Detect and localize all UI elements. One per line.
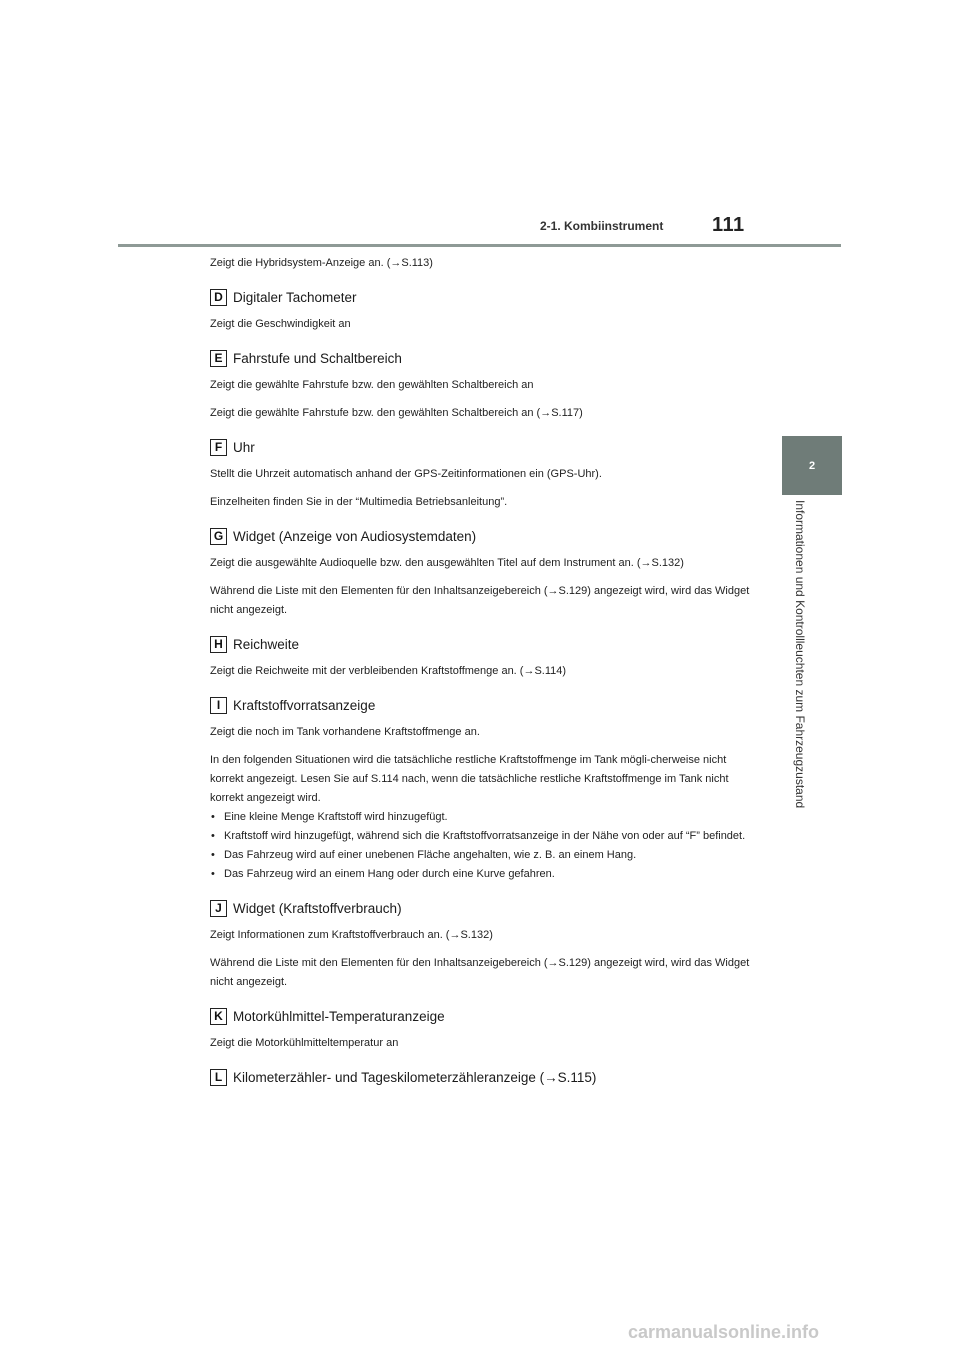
paragraph-j-1: Zeigt Informationen zum Kraftstoffverbrauch an. (→S.132): [210, 929, 493, 941]
item-badge-h: H: [210, 636, 227, 653]
section-heading-j: [210, 898, 750, 918]
paragraph-i-2: In den folgenden Situationen wird die tatsächliche restliche Kraftstoffmenge im Tank mögli-cherweise nicht korrekt angezeigt. Lesen Sie auf S.114 nach, wenn die tatsächliche restliche Kraftstoffmenge im Tank nicht korrekt angezeigt wird.: [210, 754, 729, 804]
paragraph-j-2: Während die Liste mit den Elementen für den Inhaltsanzeigebereich (→S.129) angezeigt wird, wird das Widget nicht angezeigt.: [210, 957, 750, 988]
section-title-l: Kilometerzähler- und Tageskilometerzähleranzeige (→S.115): [233, 1069, 597, 1085]
bullet-list-i: [210, 808, 750, 884]
section-heading-i: [210, 695, 750, 715]
item-badge-j: J: [210, 900, 227, 917]
paragraph-g-2: Während die Liste mit den Elementen für den Inhaltsanzeigebereich (→S.129) angezeigt wird, wird das Widget nicht angezeigt.: [210, 585, 750, 616]
paragraph-e-2: Zeigt die gewählte Fahrstufe bzw. den gewählten Schaltbereich an (→S.117): [210, 407, 583, 419]
section-title-i: Kraftstoffvorratsanzeige: [233, 697, 376, 713]
section-title-k: Motorkühlmittel-Temperaturanzeige: [233, 1008, 445, 1024]
section-heading-f: [210, 437, 750, 457]
item-badge-d: D: [210, 289, 227, 306]
section-title-j: Widget (Kraftstoffverbrauch): [233, 900, 402, 916]
item-badge-g: G: [210, 528, 227, 545]
item-badge-l: L: [210, 1069, 227, 1086]
section-title-f: Uhr: [233, 439, 255, 455]
section-heading-l: [210, 1067, 750, 1087]
intro-paragraph: Zeigt die Hybridsystem-Anzeige an. (→S.113): [210, 257, 433, 269]
paragraph-g-1: Zeigt die ausgewählte Audioquelle bzw. den ausgewählten Titel auf dem Instrument an. (→S.132): [210, 557, 684, 569]
chapter-tab: [782, 436, 842, 495]
paragraph-i-1: Zeigt die noch im Tank vorhandene Kraftstoffmenge an.: [210, 726, 480, 738]
item-badge-k: K: [210, 1008, 227, 1025]
list-item: • Das Fahrzeug wird auf einer unebenen Fläche angehalten, wie z. B. an einem Hang.: [210, 846, 750, 865]
section-heading-g: [210, 526, 750, 546]
item-badge-e: E: [210, 350, 227, 367]
section-heading-k: [210, 1006, 750, 1026]
watermark: carmanualsonline.info: [628, 1322, 820, 1342]
section-header-title: 2-1. Kombiinstrument: [540, 219, 664, 233]
list-item: • Eine kleine Menge Kraftstoff wird hinzugefügt.: [210, 808, 750, 827]
paragraph-f-1: Stellt die Uhrzeit automatisch anhand der GPS-Zeitinformationen ein (GPS-Uhr).: [210, 468, 602, 480]
paragraph-e-1: Zeigt die gewählte Fahrstufe bzw. den gewählten Schaltbereich an: [210, 379, 534, 391]
paragraph-k-1: Zeigt die Motorkühlmitteltemperatur an: [210, 1037, 399, 1049]
section-heading-e: [210, 348, 750, 368]
item-badge-i: I: [210, 697, 227, 714]
page-number: 111: [712, 214, 745, 236]
paragraph-d-1: Zeigt die Geschwindigkeit an: [210, 318, 351, 330]
header-divider: [118, 244, 841, 247]
paragraph-h-1: Zeigt die Reichweite mit der verbleibenden Kraftstoffmenge an. (→S.114): [210, 665, 567, 677]
paragraph-f-2: Einzelheiten finden Sie in der “Multimedia Betriebsanleitung”.: [210, 496, 508, 508]
section-title-d: Digitaler Tachometer: [233, 289, 357, 305]
section-title-g: Widget (Anzeige von Audiosystemdaten): [233, 528, 477, 544]
section-heading-d: [210, 287, 750, 307]
section-heading-h: [210, 634, 750, 654]
section-title-e: Fahrstufe und Schaltbereich: [233, 350, 402, 366]
chapter-tab-title: Informationen und Kontrollleuchten zum Fahrzeugzustand: [793, 500, 807, 809]
chapter-number: 2: [808, 459, 816, 472]
list-item: • Das Fahrzeug wird an einem Hang oder durch eine Kurve gefahren.: [210, 865, 750, 884]
page-content: [210, 254, 750, 1095]
section-title-h: Reichweite: [233, 636, 300, 652]
item-badge-f: F: [210, 439, 227, 456]
list-item: • Kraftstoff wird hinzugefügt, während sich die Kraftstoffvorratsanzeige in der Nähe von oder auf “F” befindet.: [210, 827, 750, 846]
